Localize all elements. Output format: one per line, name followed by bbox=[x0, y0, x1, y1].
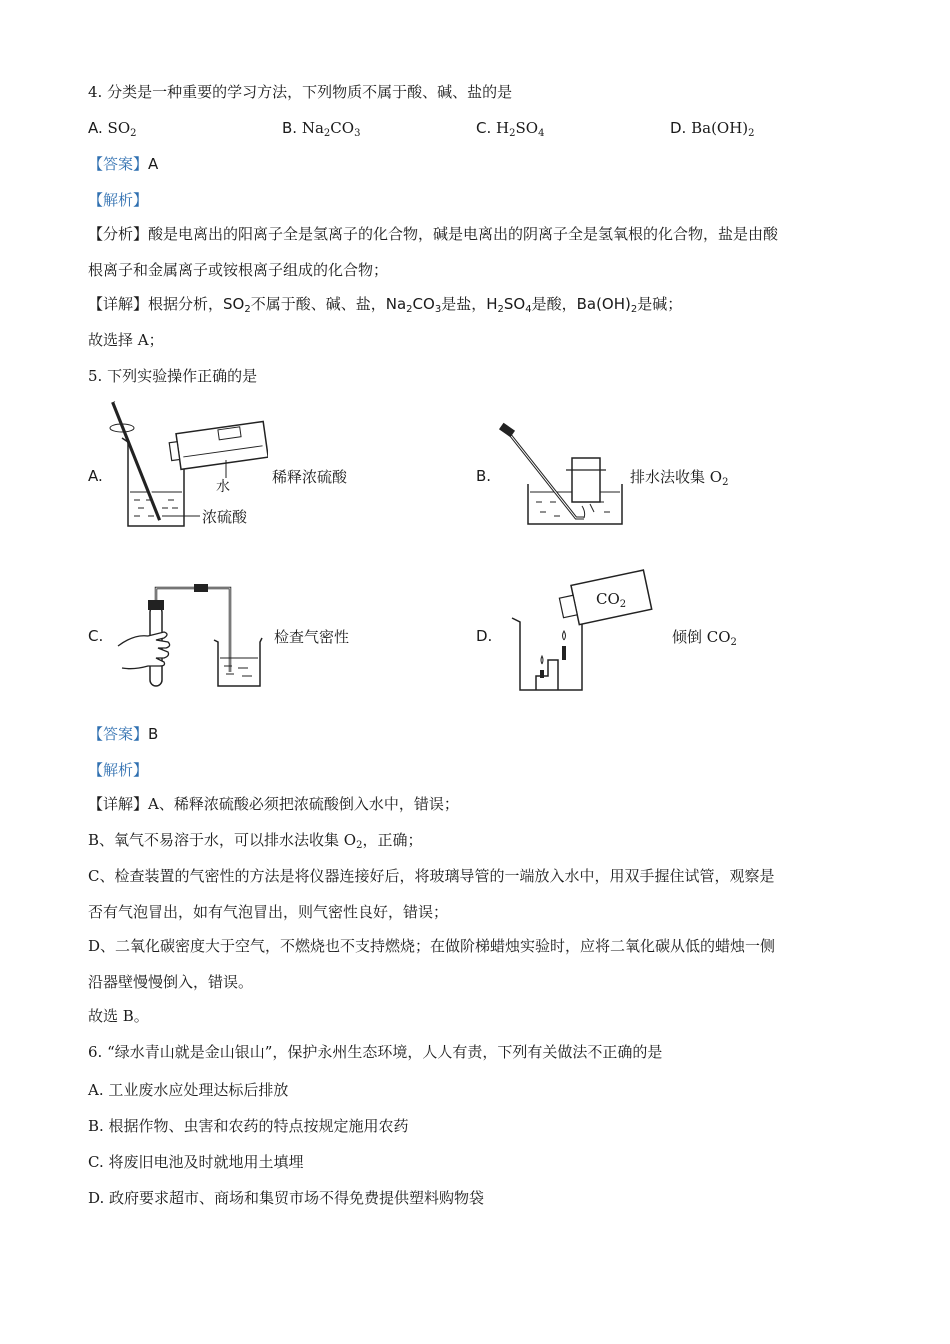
answer-tag: 【答案】 bbox=[88, 725, 149, 743]
q4-analysis-line1: 【分析】酸是电离出的阳离子全是氢离子的化合物，碱是电离出的阴离子全是氢氧根的化合物，盐是由酸 bbox=[88, 225, 779, 243]
q4-analysis-tag: 【解析】 bbox=[88, 191, 149, 209]
answer-tag: 【答案】 bbox=[88, 155, 149, 173]
q4-analysis-line2: 根离子和金属离子或铵根离子组成的化合物； bbox=[88, 261, 389, 279]
q5-option-a-label: A. bbox=[88, 467, 103, 485]
q4-option-d: D. $Ba(OH)_2$ bbox=[670, 119, 755, 139]
q5-analysis-tag: 【解析】 bbox=[88, 761, 149, 779]
q5-detail-b: B、氧气不易溶于水，可以排水法收集 $O_2$，正确； bbox=[88, 831, 423, 851]
q4-stem: 4. 分类是一种重要的学习方法，下列物质不属于酸、碱、盐的是 bbox=[88, 83, 513, 101]
q5-option-d-label: D. bbox=[476, 627, 493, 645]
q6-option-c: C. 将废旧电池及时就地用土填埋 bbox=[88, 1153, 304, 1171]
q5-stem: 5. 下列实验操作正确的是 bbox=[88, 367, 258, 385]
q6-option-d: D. 政府要求超市、商场和集贸市场不得免费提供塑料购物袋 bbox=[88, 1189, 485, 1207]
q5-option-b-caption: 排水法收集 $O_2$ bbox=[630, 468, 729, 488]
q5-option-c-label: C. bbox=[88, 627, 104, 645]
q5-detail-c2: 否有气泡冒出，如有气泡冒出，则气密性良好，错误； bbox=[88, 903, 449, 921]
q6-option-a: A. 工业废水应处理达标后排放 bbox=[88, 1081, 289, 1099]
q4-conclusion: 故选择 A； bbox=[88, 331, 164, 349]
q6-option-b: B. 根据作物、虫害和农药的特点按规定施用农药 bbox=[88, 1117, 409, 1135]
q5-answer: 【答案】B bbox=[88, 725, 159, 743]
q5-option-c-caption: 检查气密性 bbox=[274, 628, 350, 646]
water-label: 水 bbox=[216, 479, 230, 495]
q4-option-a: A. $SO_2$ bbox=[88, 119, 137, 139]
q5-conclusion: 故选 B。 bbox=[88, 1007, 149, 1025]
q5-option-d-caption: 倾倒 $CO_2$ bbox=[672, 628, 737, 648]
acid-label: 浓硫酸 bbox=[202, 508, 248, 526]
q5-option-b-label: B. bbox=[476, 467, 492, 485]
q4-detail: 【详解】根据分析，$SO_2$不属于酸、碱、盐，$Na_2CO_3$是盐，$H_2SO_4$是酸，$Ba(OH)_2$是碱； bbox=[88, 295, 683, 315]
q5-detail-d2: 沿器壁慢慢倒入，错误。 bbox=[88, 973, 254, 991]
q5-detail-c1: C、检查装置的气密性的方法是将仪器连接好后，将玻璃导管的一端放入水中，用双手握住试管，观察是 bbox=[88, 867, 775, 885]
q5-option-a-caption: 稀释浓硫酸 bbox=[272, 468, 348, 486]
q5-detail-d1: D、二氧化碳密度大于空气，不燃烧也不支持燃烧；在做阶梯蜡烛实验时，应将二氧化碳从低的蜡烛一侧 bbox=[88, 937, 776, 955]
q4-option-c: C. $H_2SO_4$ bbox=[476, 119, 545, 139]
water-collection-diagram bbox=[494, 420, 624, 530]
q4-answer: 【答案】A bbox=[88, 155, 159, 173]
airtightness-diagram bbox=[112, 580, 272, 692]
q4-option-b: B. $Na_2CO_3$ bbox=[282, 119, 361, 139]
bottle-label: $CO_2$ bbox=[596, 590, 627, 610]
q6-stem: 6. “绿水青山就是金山银山”，保护永州生态环境，人人有责，下列有关做法不正确的是 bbox=[88, 1043, 663, 1061]
q5-detail-a: 【详解】A、稀释浓硫酸必须把浓硫酸倒入水中，错误； bbox=[88, 795, 459, 813]
pour-co2-diagram bbox=[508, 566, 658, 696]
